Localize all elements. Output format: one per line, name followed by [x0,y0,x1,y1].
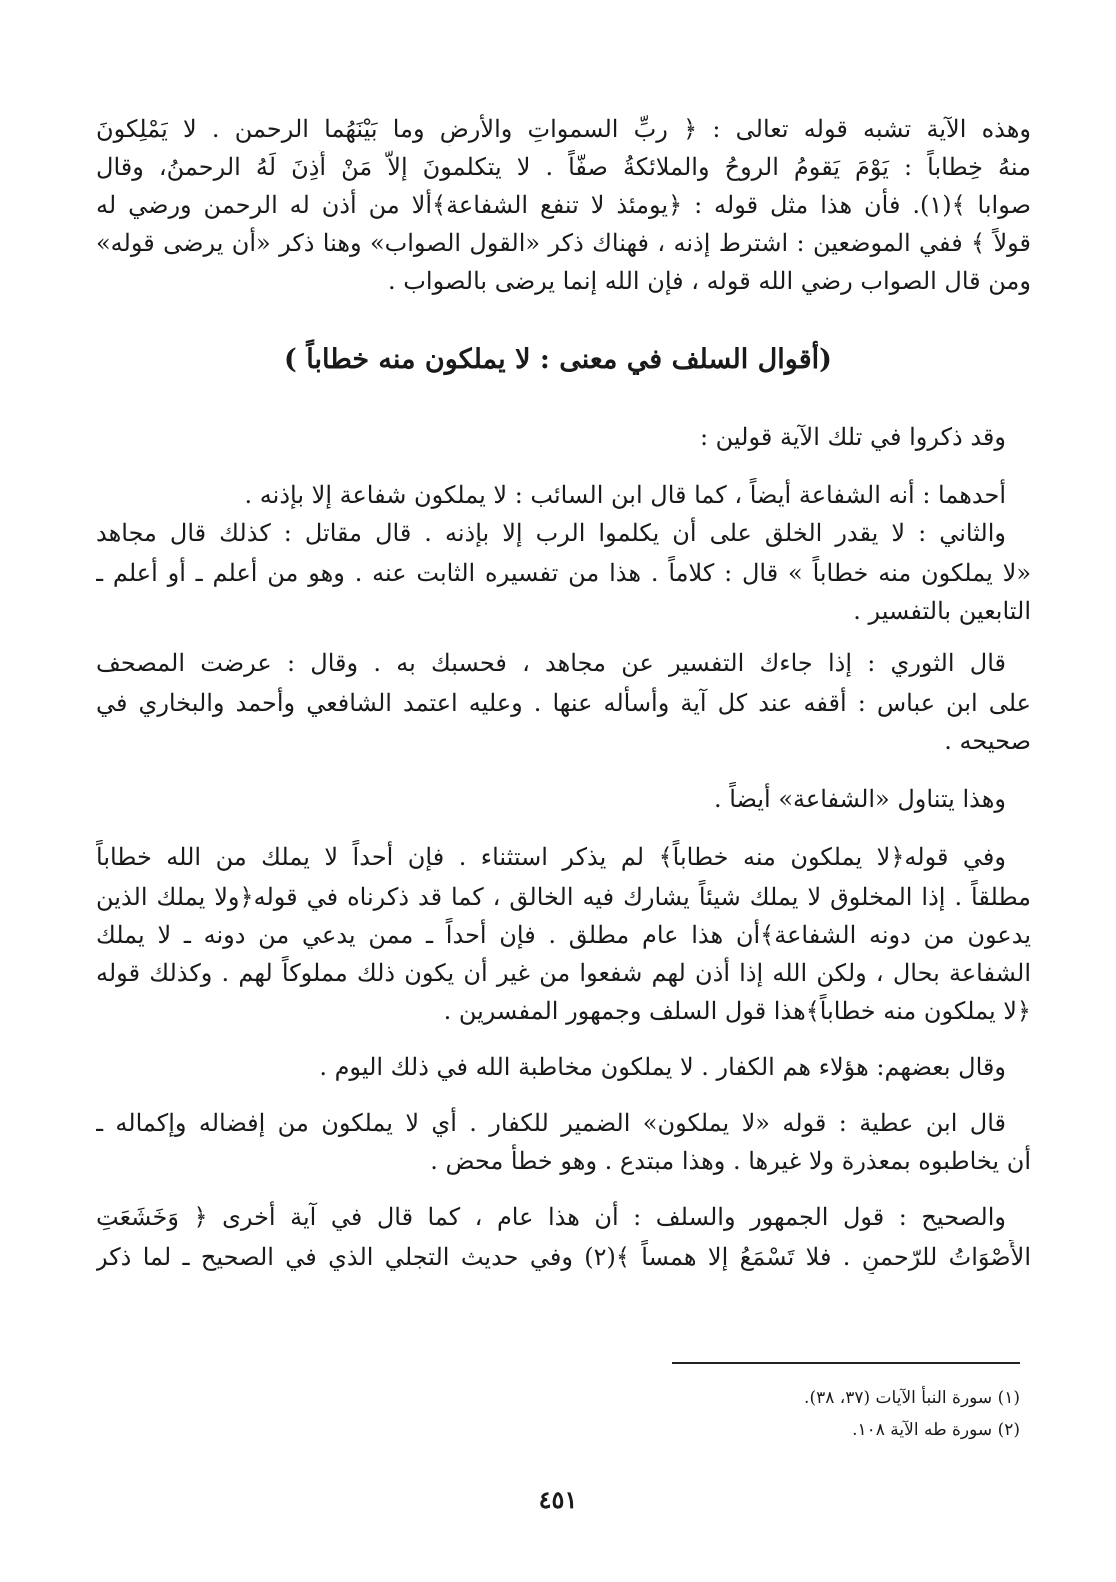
section-heading: (أقوال السلف في معنى : لا يملكون منه خطاباً ) [284,344,832,375]
text-line: وفي قوله﴿لا يملكون منه خطاباً﴾ لم يذكر استثناء . فإن أحداً لا يملك من الله خطاباً [96,843,1006,871]
text-line: ﴿لا يملكون منه خطاباً﴾هذا قول السلف وجمهور المفسرين . [443,997,1031,1025]
text-line: والصحيح : قول الجمهور والسلف : أن هذا عام ، كما قال في آية أخرى ﴿ وَخَشَعَتِ [96,1203,1006,1231]
text-line: قولاً ﴾ ففي الموضعين : اشترط إذنه ، فهناك ذكر «القول الصواب» وهنا ذكر «أن يرضى قوله» [96,229,1031,257]
text-line: وقد ذكروا في تلك الآية قولين : [699,423,1006,451]
text-line: أن يخاطبوه بمعذرة ولا غيرها . وهذا مبتدع . وهو خطأ محض . [430,1147,1031,1175]
text-line: الأَصْوَاتُ للرّحمنِ . فلا تَسْمَعُ إلا همساً ﴾(٢) وفي حديث التجلي الذي في الصحيح ـ لما ذكر [96,1243,1031,1271]
text-line: التابعين بالتفسير . [853,597,1031,625]
text-line: صحيحه . [944,727,1031,755]
text-line: مطلقاً . إذا المخلوق لا يملك شيئاً يشارك فيه الخالق ، كما قد ذكرناه في قوله﴿ولا يملك الذين [96,883,1031,911]
text-line: الشفاعة بحال ، ولكن الله إذا أذن لهم شفعوا من غير أن يكون ذلك مملوكاً لهم . وكذلك قوله [96,959,1031,987]
text-line: وقال بعضهم: هؤلاء هم الكفار . لا يملكون مخاطبة الله في ذلك اليوم . [319,1053,1006,1081]
footnote: (١) سورة النبأ الآيات (٣٧، ٣٨). [804,1388,1020,1408]
text-line: صوابا ﴾(١). فأن هذا مثل قوله : ﴿يومئذ لا تنفع الشفاعة﴾ألا من أذن له الرحمن ورضي له [96,191,1031,219]
text-line: على ابن عباس : أقفه عند كل آية وأسأله عنها . وعليه اعتمد الشافعي وأحمد والبخاري في [96,689,1031,717]
text-line: والثاني : لا يقدر الخلق على أن يكلموا الرب إلا بإذنه . قال مقاتل : كذلك قال مجاهد [96,519,1006,547]
text-line: أحدهما : أنه الشفاعة أيضاً ، كما قال ابن السائب : لا يملكون شفاعة إلا بإذنه . [244,481,1006,509]
footnote: (٢) سورة طه الآية ١٠٨. [852,1420,1020,1440]
text-line: يدعون من دونه الشفاعة﴾أن هذا عام مطلق . فإن أحداً ـ ممن يدعي من دونه ـ لا يملك [96,921,1031,949]
footnote-divider [672,1362,1020,1364]
text-line: قال الثوري : إذا جاءك التفسير عن مجاهد ، فحسبك به . وقال : عرضت المصحف [96,649,1006,677]
page-number: ٤٥١ [538,1485,578,1514]
text-line: وهذا يتناول «الشفاعة» أيضاً . [713,785,1006,813]
text-line: منهُ خِطاباً : يَوْمَ يَقومُ الروحُ والملائكةُ صفّاً . لا يتكلمونَ إلاّ مَنْ أَذِنَ لَهُ الرحمنُ، وقال [96,153,1031,181]
text-line: وهذه الآية تشبه قوله تعالى : ﴿ ربِّ السمواتِ والأرضِ وما بَيْنَهُما الرحمن . لا يَمْلِكونَ [96,115,1031,143]
text-line: «لا يملكون منه خطاباً » قال : كلاماً . هذا من تفسيره الثابت عنه . وهو من أعلم ـ أو أعلم ـ [96,559,1031,587]
text-line: ومن قال الصواب رضي الله قوله ، فإن الله إنما يرضى بالصواب . [388,267,1031,295]
text-line: قال ابن عطية : قوله «لا يملكون» الضمير للكفار . أي لا يملكون من إفضاله وإكماله ـ [96,1109,1006,1137]
